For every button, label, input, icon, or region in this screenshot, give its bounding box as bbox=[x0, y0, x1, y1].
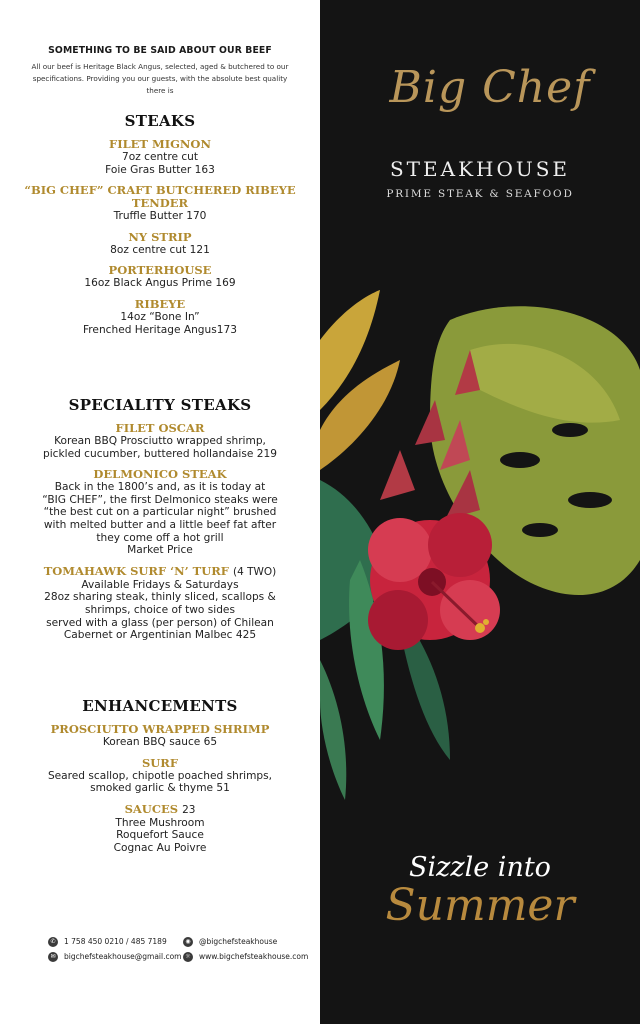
menu-item-title: RIBEYE bbox=[134, 296, 186, 311]
contact-email[interactable]: bigchefsteakhouse@gmail.com bbox=[64, 952, 182, 961]
menu-item-title: NY STRIP bbox=[128, 229, 192, 244]
menu-item-name bbox=[0, 298, 320, 311]
menu-item bbox=[0, 723, 320, 749]
menu-item-desc: “the best cut on a particular night” brushed bbox=[43, 506, 277, 519]
contact-instagram[interactable]: @bigchefsteakhouse bbox=[199, 937, 278, 946]
menu-item-desc: Foie Gras Butter 163 bbox=[105, 163, 215, 176]
menu-item-desc: Market Price bbox=[127, 544, 193, 557]
menu-item-desc: 16oz Black Angus Prime 169 bbox=[84, 277, 236, 290]
menu-item-desc: 28oz sharing steak, thinly sliced, scallops & bbox=[44, 591, 276, 604]
menu-item bbox=[0, 422, 320, 460]
menu-item bbox=[0, 803, 320, 855]
menu-item-desc: served with a glass (per person) of Chilean bbox=[46, 616, 274, 629]
enhancements-heading: ENHANCEMENTS bbox=[82, 697, 238, 715]
menu-item bbox=[0, 757, 320, 795]
menu-item bbox=[0, 565, 320, 642]
menu-item-title: PORTERHOUSE bbox=[108, 263, 212, 278]
steaks-section bbox=[0, 112, 320, 344]
menu-item-desc: Roquefort Sauce bbox=[116, 829, 204, 842]
brand-name: STEAKHOUSE bbox=[389, 157, 571, 181]
email-icon: ✉ bbox=[48, 952, 58, 962]
menu-item-desc: Korean BBQ Prosciutto wrapped shrimp, bbox=[54, 435, 266, 447]
contact-website[interactable]: www.bigchefsteakhouse.com bbox=[199, 952, 309, 961]
globe-icon: ☼ bbox=[183, 952, 193, 962]
menu-item-title: SAUCES bbox=[124, 801, 179, 816]
menu-item-name bbox=[0, 757, 320, 770]
menu-item-desc: smoked garlic & thyme 51 bbox=[90, 782, 230, 795]
menu-item-desc: 8oz centre cut 121 bbox=[110, 243, 210, 256]
menu-item-desc: Truffle Butter 170 bbox=[113, 210, 207, 223]
contact-block bbox=[48, 934, 318, 964]
tagline-line1: Sizzle into bbox=[409, 852, 551, 883]
menu-item-suffix: (4 TWO) bbox=[232, 565, 277, 578]
tropical-floral-illustration bbox=[320, 280, 640, 820]
instagram-icon: ◉ bbox=[183, 937, 193, 947]
menu-item-desc: Korean BBQ sauce 65 bbox=[102, 736, 218, 748]
menu-item-desc: Cabernet or Argentinian Malbec 425 bbox=[63, 629, 257, 642]
brand-script-logo: Big Chef bbox=[389, 62, 591, 113]
menu-item bbox=[0, 298, 320, 336]
menu-item-desc: pickled cucumber, buttered hollandaise 219 bbox=[43, 447, 277, 460]
menu-item bbox=[0, 264, 320, 290]
menu-item-name bbox=[0, 184, 320, 210]
menu-item-desc: Cognac Au Poivre bbox=[113, 841, 207, 854]
menu-item-name bbox=[0, 803, 320, 817]
menu-item-title: FILET MIGNON bbox=[109, 137, 211, 151]
menu-item-title: PROSCIUTTO WRAPPED SHRIMP bbox=[50, 722, 270, 736]
menu-item-desc: “BIG CHEF”, the first Delmonico steaks were bbox=[42, 493, 278, 506]
menu-item bbox=[0, 231, 320, 257]
menu-item-title: SURF bbox=[141, 755, 179, 770]
intro-text: All our beef is Heritage Black Angus, selected, aged & butchered to our specifications. Providing you our guests, with the absolute best quality there is bbox=[31, 62, 289, 95]
menu-item bbox=[0, 138, 320, 176]
enhancements-section bbox=[0, 697, 320, 863]
menu-item-desc: Available Fridays & Saturdays bbox=[81, 578, 239, 591]
menu-item-desc: shrimps, choice of two sides bbox=[85, 603, 235, 616]
menu-item-desc: Seared scallop, chipotle poached shrimps, bbox=[47, 769, 273, 782]
menu-item-desc: 7oz centre cut bbox=[121, 151, 199, 163]
menu-item-title: TOMAHAWK SURF ‘N’ TURF bbox=[43, 563, 229, 578]
menu-item-name bbox=[0, 723, 320, 736]
menu-item-desc: Back in the 1800’s and, as it is today at bbox=[54, 481, 266, 494]
phone-icon: ✆ bbox=[48, 937, 58, 947]
menu-item-name bbox=[0, 565, 320, 579]
menu-item-title: DELMONICO STEAK bbox=[93, 467, 227, 482]
speciality-heading: SPECIALITY STEAKS bbox=[68, 396, 252, 414]
menu-item-desc: Frenched Heritage Angus173 bbox=[82, 323, 237, 336]
tagline-line2: Summer bbox=[385, 880, 575, 931]
menu-item bbox=[0, 184, 320, 223]
menu-item-suffix: 23 bbox=[182, 803, 196, 816]
menu-item-name bbox=[0, 264, 320, 277]
menu-item-desc: Three Mushroom bbox=[115, 816, 205, 829]
menu-item-title: FILET OSCAR bbox=[115, 421, 205, 435]
menu-item-desc: they come off a hot grill bbox=[96, 531, 224, 544]
menu-item-name bbox=[0, 231, 320, 244]
menu-item bbox=[0, 468, 320, 557]
steaks-heading: STEAKS bbox=[124, 112, 196, 130]
menu-item-name bbox=[0, 468, 320, 481]
menu-item-desc: 14oz “Bone In” bbox=[120, 310, 200, 323]
intro-title: SOMETHING TO BE SAID ABOUT OUR BEEF bbox=[48, 45, 272, 56]
speciality-section bbox=[0, 396, 320, 650]
contact-phone[interactable]: 1 758 450 0210 / 485 7189 bbox=[64, 937, 167, 946]
brand-subtitle: PRIME STEAK & SEAFOOD bbox=[386, 188, 574, 200]
brand-panel bbox=[320, 0, 640, 1024]
menu-item-name bbox=[0, 138, 320, 151]
menu-item-name bbox=[0, 422, 320, 435]
menu-item-desc: with melted butter and a little beef fat after bbox=[43, 518, 277, 531]
menu-item-title: “BIG CHEF” CRAFT BUTCHERED RIBEYE TENDER bbox=[24, 183, 296, 211]
